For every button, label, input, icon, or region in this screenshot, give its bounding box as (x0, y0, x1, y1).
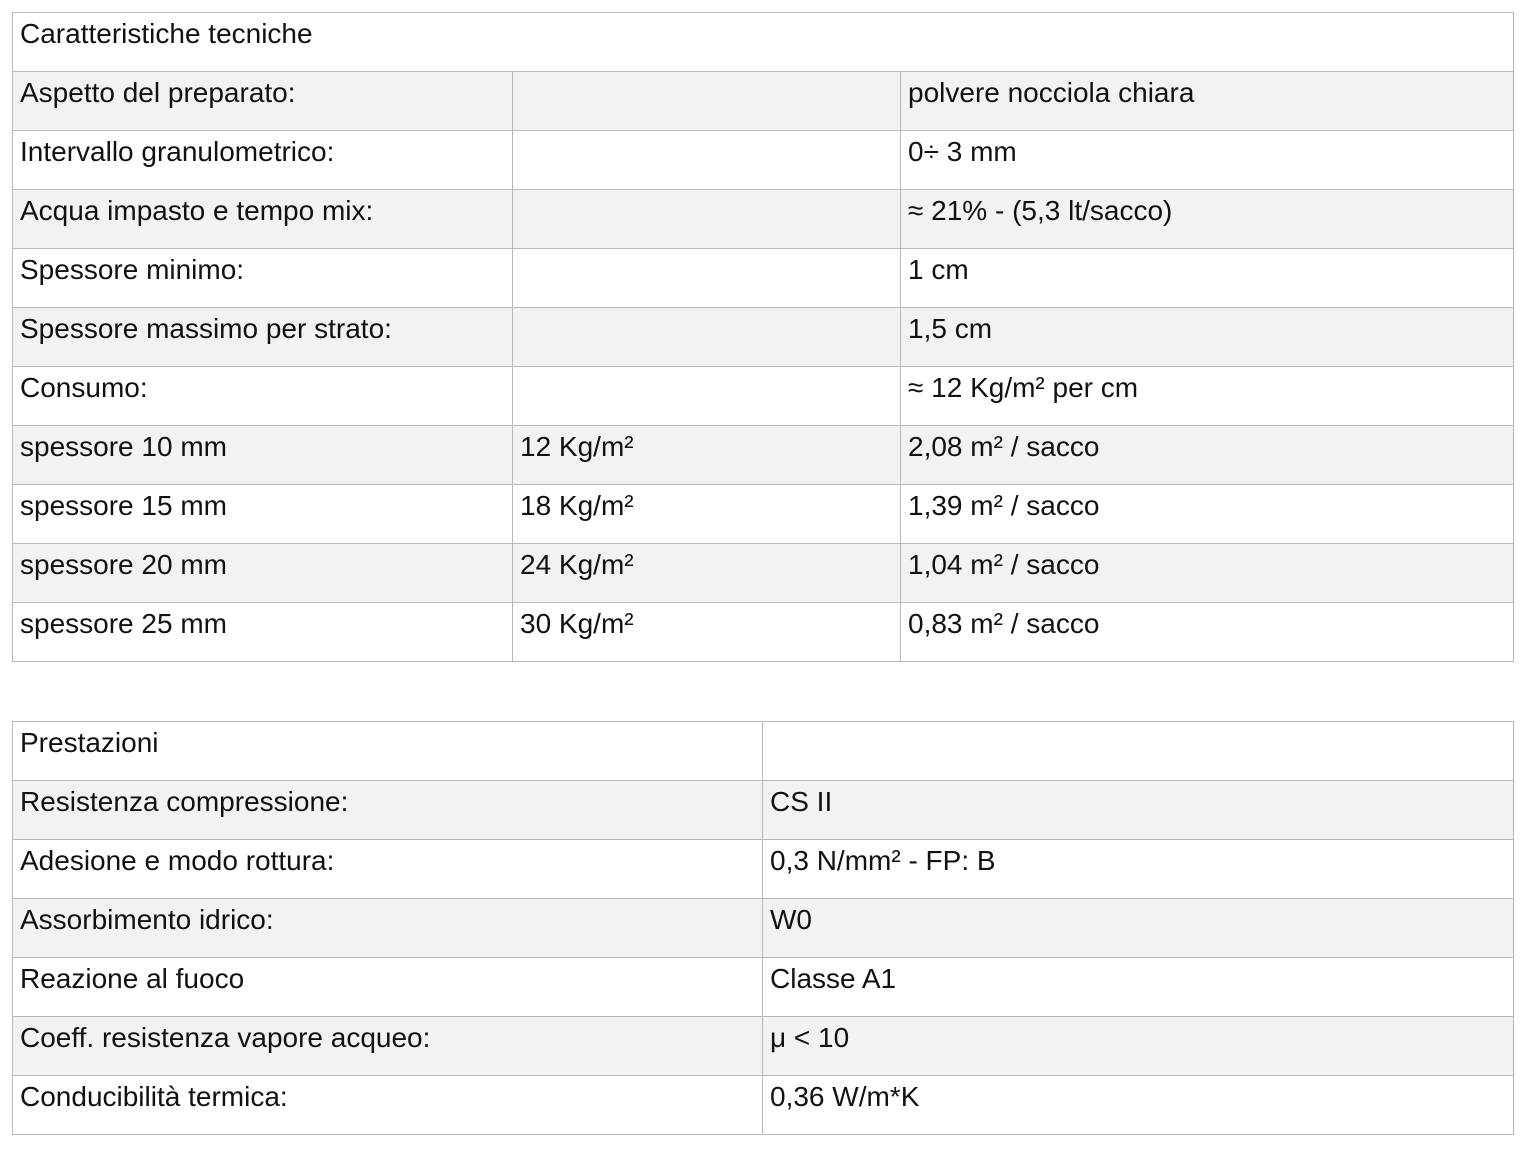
property-label: spessore 20 mm (13, 544, 513, 603)
property-sub-value (513, 249, 901, 308)
technical-characteristics-table (12, 12, 1514, 662)
property-label: Coeff. resistenza vapore acqueo: (13, 1017, 763, 1076)
table-row (13, 308, 1514, 367)
table-row (13, 190, 1514, 249)
property-value: 2,08 m² / sacco (901, 426, 1514, 485)
property-label: Acqua impasto e tempo mix: (13, 190, 513, 249)
table-row (13, 1017, 1514, 1076)
table-title: Prestazioni (13, 722, 763, 781)
table-row (13, 958, 1514, 1017)
property-label: spessore 15 mm (13, 485, 513, 544)
property-value: ≈ 21% - (5,3 lt/sacco) (901, 190, 1514, 249)
property-sub-value (513, 190, 901, 249)
table-row (13, 249, 1514, 308)
property-sub-value: 18 Kg/m² (513, 485, 901, 544)
property-sub-value (513, 131, 901, 190)
property-value: 1,39 m² / sacco (901, 485, 1514, 544)
property-label: Spessore massimo per strato: (13, 308, 513, 367)
property-sub-value: 24 Kg/m² (513, 544, 901, 603)
property-label: Consumo: (13, 367, 513, 426)
table-row (13, 840, 1514, 899)
property-sub-value: 12 Kg/m² (513, 426, 901, 485)
property-value: polvere nocciola chiara (901, 72, 1514, 131)
table-title-value (763, 722, 1514, 781)
table-row (13, 426, 1514, 485)
property-label: spessore 10 mm (13, 426, 513, 485)
property-value: μ < 10 (763, 1017, 1514, 1076)
property-value: CS II (763, 781, 1514, 840)
property-value: 0,83 m² / sacco (901, 603, 1514, 662)
table-row (13, 72, 1514, 131)
table-title: Caratteristiche tecniche (13, 13, 1514, 72)
property-value: 1 cm (901, 249, 1514, 308)
property-sub-value (513, 367, 901, 426)
table-row (13, 781, 1514, 840)
property-label: Conducibilità termica: (13, 1076, 763, 1135)
property-label: spessore 25 mm (13, 603, 513, 662)
table-row (13, 544, 1514, 603)
table-row (13, 603, 1514, 662)
property-sub-value: 30 Kg/m² (513, 603, 901, 662)
table-row (13, 1076, 1514, 1135)
property-value: 0,3 N/mm² - FP: B (763, 840, 1514, 899)
performance-table (12, 721, 1514, 1135)
property-value: 0÷ 3 mm (901, 131, 1514, 190)
property-label: Aspetto del preparato: (13, 72, 513, 131)
table-row (13, 485, 1514, 544)
table-title-row (13, 13, 1514, 72)
property-label: Assorbimento idrico: (13, 899, 763, 958)
property-value: W0 (763, 899, 1514, 958)
table-title-row (13, 722, 1514, 781)
property-label: Intervallo granulometrico: (13, 131, 513, 190)
property-value: 1,5 cm (901, 308, 1514, 367)
property-label: Adesione e modo rottura: (13, 840, 763, 899)
table-row (13, 131, 1514, 190)
property-label: Spessore minimo: (13, 249, 513, 308)
property-value: Classe A1 (763, 958, 1514, 1017)
property-sub-value (513, 72, 901, 131)
table-row (13, 899, 1514, 958)
table-row (13, 367, 1514, 426)
property-value: ≈ 12 Kg/m² per cm (901, 367, 1514, 426)
property-value: 0,36 W/m*K (763, 1076, 1514, 1135)
property-value: 1,04 m² / sacco (901, 544, 1514, 603)
property-sub-value (513, 308, 901, 367)
property-label: Reazione al fuoco (13, 958, 763, 1017)
property-label: Resistenza compressione: (13, 781, 763, 840)
